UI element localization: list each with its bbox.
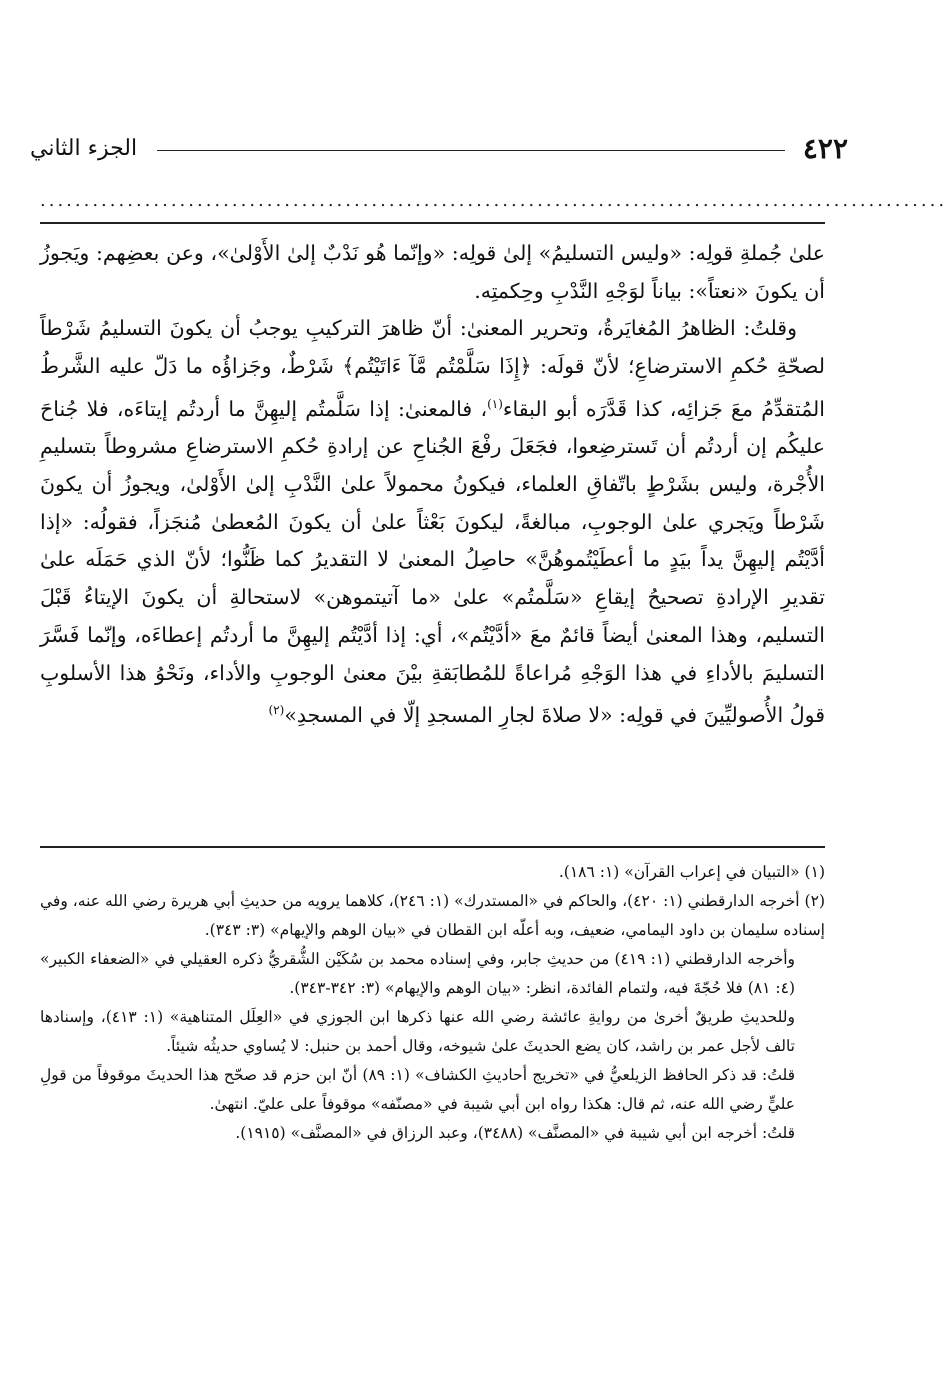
footnote-ref-2: (٢) (268, 703, 285, 718)
paragraph-2 (40, 310, 825, 734)
paragraph-2-part-b: ، فالمعنىٰ: إذا سَلَّمتُم إليهِنَّ ما أردتُم إيتاءَه، فلا جُناحَ عليكُم إن أردتُم أن تَسترضِعوا، فجَعَلَ رفْعَ الجُناحِ عن إرادةِ حُكمِ الاسترضاعِ مشروطاً بتسليمِ الأُجْرة، وليس بشَرْطٍ باتّفاقِ العلماء، فيكونُ محمولاً علىٰ النَّدْبِ إلىٰ الأَوْلىٰ، ويجوزُ أن يكونَ شَرْطاً ويَجري علىٰ الوجوبِ، مبالغةً، ليكونَ بَعْثاً علىٰ أن يكونَ المُعطىٰ مُنجَزاً، فقولُه: «إذا أدَّيْتُم إليهِنَّ يداً بيَدٍ ما أعطَيْتُموهُنَّ» حاصِلُ المعنىٰ لا التقديرُ كما ظَنُّوا؛ لأنّ الذي حَمَلَه علىٰ تقديرِ الإرادةِ تصحيحُ إيقاعِ «سَلَّمتُم» علىٰ «ما آتيتموهن» لاستحالةِ أن يكونَ الإيتاءُ قَبْلَ التسليم، وهذا المعنىٰ أيضاً قائمٌ معَ «أدَّيْتُم»، أي: إذا أدَّيْتُم إليهِنَّ ما أردتُم إعطاءَه، وإنّما فَسَّرَ التسليمَ بالأداءِ في هذا الوَجْهِ مُراعاةً للمُطابَقةِ بيْنَ معنىٰ الوجوبِ والأداء، ونَحْوُ هذا الأسلوبِ قولُ الأُصوليِّينَ في قولِه: «لا صلاةَ لجارِ المسجدِ إلّا في المسجدِ» (40, 396, 825, 728)
footnotes (40, 858, 825, 1148)
page-number: ٤٢٢ (802, 131, 848, 165)
main-text (40, 235, 825, 735)
footnote-rule (40, 846, 825, 848)
separator-dots: ........................................................................................................ (40, 190, 947, 211)
header-rule (157, 150, 785, 151)
page-header (30, 118, 848, 178)
footnote-2: (٢) أخرجه الدارقطني (١: ٤٢٠)، والحاكم في «المستدرك» (١: ٢٤٦)، كلاهما يرويه من حديثِ أبي هريرة رضي الله عنه، وفي إسناده سليمان بن داود اليمامي، ضعيف، وبه أعلّه ابن القطان في «بيان الوهم والإيهام» (٣: ٣٤٣). (40, 892, 825, 939)
footnote-2-note: قلتُ: أخرجه ابن أبي شيبة في «المصنَّف» (٣٤٨٨)، وعبد الرزاق في «المصنَّف» (١٩١٥). (235, 1124, 795, 1142)
paragraph-2-part-a: وقلتُ: الظاهرُ المُغايَرةُ، وتحرير المعنىٰ: أنّ ظاهرَ التركيبِ يوجبُ أن يكونَ التسليمُ شَرْطاً لصحّةِ حُكمِ الاسترضاعِ؛ لأنّ قولَه: ﴿إِذَا سَلَّمْتُم مَّآ ءَاتَيْتُم﴾ شَرْطٌ، وجَزاؤُه ما دَلّ عليه الشَّرطُ المُتقدِّمُ معَ جَزائِه، كذا قَدَّرَه أبو البقاء (40, 316, 826, 421)
footnote-2-continued: وأخرجه الدارقطني (١: ٤١٩) من حديثِ جابر، وفي إسناده محمد بن سُكَيْن الشُّقريُّ ذكره العقيلي في «الضعفاء الكبير» (٤: ٨١) فلا حُجّةَ فيه، ولتمام الفائدة، انظر: «بيان الوهم والإيهام» (٣: ٣٤٢-٣٤٣). (40, 950, 795, 997)
footnote-ref-1: (١) (487, 396, 503, 411)
footnote-2-continued: وللحديثِ طريقٌ أخرىٰ من روايةِ عائشة رضي الله عنها ذكرها ابن الجوزي في «العِلَل المتناهية» (١: ٤١٣)، وإسنادها تالف لأجل عمر بن راشد، كان يضع الحديثَ علىٰ شيوخه، وقال أحمد بن حنبل: لا يُساوي حديثُه شيئاً. (40, 1008, 795, 1055)
top-rule (40, 222, 825, 224)
footnote-1: (١) «التبيان في إعراب القرآن» (١: ١٨٦). (558, 863, 825, 881)
running-title: الجزء الثاني (30, 135, 138, 161)
footnote-2-note: قلتُ: قد ذكر الحافظ الزيلعيُّ في «تخريج أحاديثِ الكشاف» (١: ٨٩) أنّ ابن حزم قد صحّح هذا الحديثَ موقوفاً من قولِ عليٍّ رضي الله عنه، ثم قال: هكذا رواه ابن أبي شيبة في «مصنّفه» موقوفاً على عليّ. انتهىٰ. (40, 1066, 796, 1113)
paragraph-1: علىٰ جُملةِ قولِه: «وليس التسليمُ» إلىٰ قولِه: «وإنّما هُو نَدْبٌ إلىٰ الأَوْلىٰ»، وعن بعضِهم: ويَجوزُ أن يكونَ «نعتاً»: بياناً لوَجْهِ النَّدْبِ وحِكمتِه. (40, 241, 825, 303)
